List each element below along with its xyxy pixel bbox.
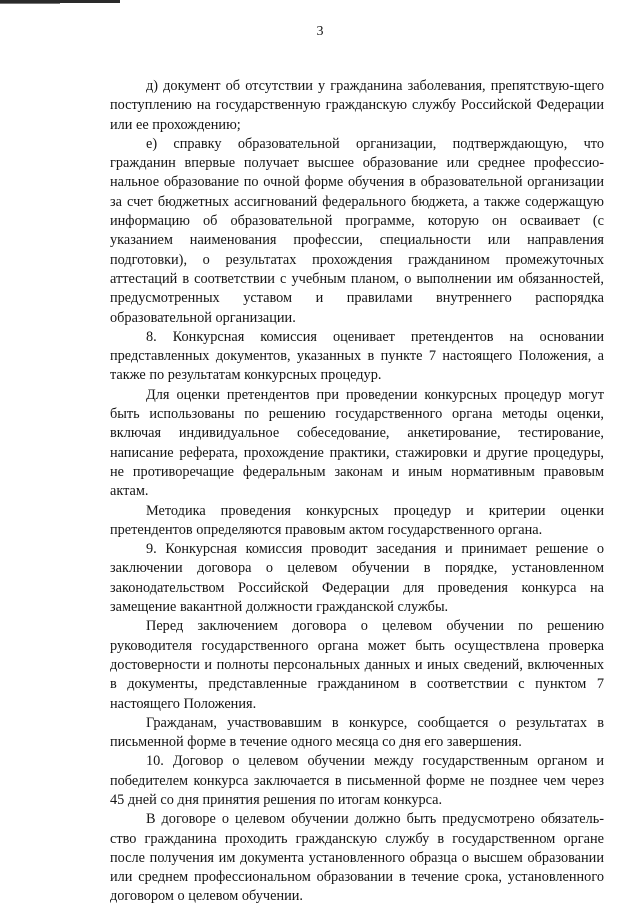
paragraph-10-contract-conclusion: 10. Договор о целевом обучении между государственным органом и победителем конкурса заключается в письменной форме не позднее чем через 45 дней со дня принятия решения по итогам конкурса. — [110, 753, 604, 808]
paragraph-verification: Перед заключением договора о целевом обучении по решению руководителя государственного органа может быть осуществлена проверка достоверности и полноты персональных данных и иных сведений, включенных в документы, представленные гражданином в соответствии с пунктом 7 настоящего Положения. — [110, 618, 604, 712]
paragraph-service-obligation: В договоре о целевом обучении должно быть предусмотрено обязатель-ство гражданина проходить гражданскую службу в государственном органе после получения им документа установленного образца о высшем образовании или среднем профессиональном образовании в течение срока, установленного договором о целевом обучении. — [110, 811, 604, 905]
page-number: 3 — [316, 24, 324, 39]
paragraph-evaluation-methods: Для оценки претендентов при проведении конкурсных процедур могут быть использованы по решению государственного органа методы оценки, включая индивидуальное собеседование, анкетирование, тестирование, написание реферата, прохождение практики, стажировки и другие процедуры, не противоречащие федеральным законам и иным нормативным правовым актам. — [110, 386, 604, 500]
paragraph-9-commission-meetings: 9. Конкурсная комиссия проводит заседания и принимает решение о заключении договора о целевом обучении в порядке, установленном законодательством Российской Федерации для проведения конкурса на замещение вакантной должности гражданской службы. — [110, 541, 604, 616]
scan-edge-mark-secondary — [0, 3, 60, 4]
paragraph-8-commission-evaluation: 8. Конкурсная комиссия оценивает претендентов на основании представленных документов, указанных в пункте 7 настоящего Положения, а также по результатам конкурсных процедур. — [110, 328, 604, 384]
paragraph-e-education-certificate: е) справку образовательной организации, подтверждающую, что гражданин впервые получает высшее образование или среднее профессио-нальное образование по очной форме обучения в образовательной организации за счет бюджетных ассигнований федерального бюджета, а также содержащую информацию об образовательной программе, которую он осваивает (с указанием наименования профессии, специальности или направления подготовки), о результатах прохождения гражданином промежуточных аттестаций в соответствии с учебным планом, о выполнении им обязанностей, предусмотренных уставом и правилами внутреннего распорядка образовательной организации. — [110, 135, 604, 326]
paragraph-results-notification: Гражданам, участвовавшим в конкурсе, сообщается о результатах в письменной форме в течение одного месяца со дня его завершения. — [110, 714, 604, 751]
paragraph-d-medical-document: д) документ об отсутствии у гражданина заболевания, препятствую-щего поступлению на государственную гражданскую службу Российской Федерации или ее прохождению; — [110, 78, 604, 133]
document-body — [110, 77, 604, 907]
paragraph-methodology: Методика проведения конкурсных процедур и критерии оценки претендентов определяются правовым актом государственного органа. — [110, 502, 604, 538]
